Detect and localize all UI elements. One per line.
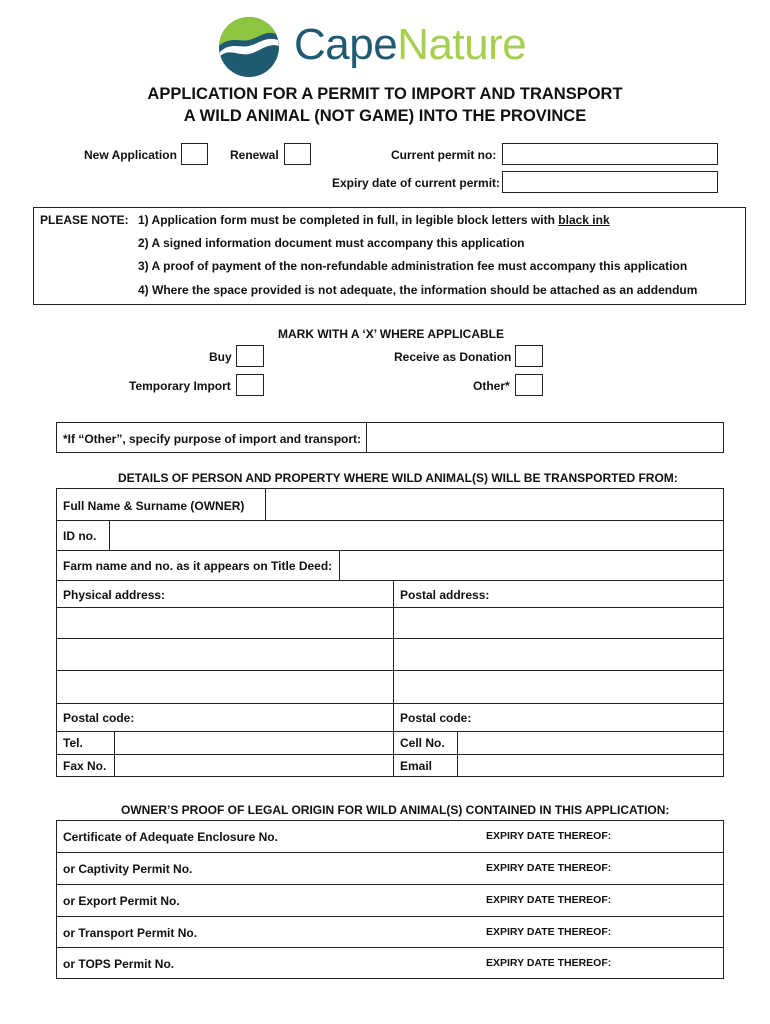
- origin-row-label: or Export Permit No.: [63, 894, 180, 908]
- renewal-checkbox[interactable]: [284, 143, 311, 165]
- postal-address-label: Postal address:: [400, 588, 490, 602]
- other-specify-label: *If “Other”, specify purpose of import and transport:: [63, 432, 362, 446]
- divider: [56, 884, 724, 885]
- origin-row-label: or TOPS Permit No.: [63, 957, 175, 971]
- other-checkbox[interactable]: [515, 374, 543, 396]
- note-item-1: [138, 213, 610, 227]
- cell-no-label: Cell No.: [400, 736, 445, 750]
- temporary-import-checkbox[interactable]: [236, 374, 264, 396]
- form-title-line2: A WILD ANIMAL (NOT GAME) INTO THE PROVINCE: [183, 107, 587, 125]
- postal-address-line-1[interactable]: [394, 608, 723, 638]
- origin-row-expiry-label: EXPIRY DATE THEREOF:: [486, 830, 612, 842]
- donation-checkbox[interactable]: [515, 345, 543, 367]
- divider: [56, 703, 724, 704]
- cell-no-input[interactable]: [458, 732, 723, 754]
- divider: [56, 852, 724, 853]
- fax-no-input[interactable]: [115, 755, 393, 776]
- capenature-logo: [218, 16, 568, 78]
- details-heading: DETAILS OF PERSON AND PROPERTY WHERE WILD ANIMAL(S) WILL BE TRANSPORTED FROM:: [118, 471, 678, 485]
- note-item-4: 4) Where the space provided is not adequate, the information should be attached as an addendum: [138, 283, 698, 297]
- divider: [56, 947, 724, 948]
- owner-full-name-label: Full Name & Surname (OWNER): [63, 499, 245, 513]
- buy-checkbox[interactable]: [236, 345, 264, 367]
- other-label: Other*: [473, 379, 510, 393]
- physical-address-line-3[interactable]: [57, 671, 393, 703]
- farm-name-label: Farm name and no. as it appears on Title Deed:: [63, 559, 333, 573]
- email-input[interactable]: [458, 755, 723, 776]
- new-application-checkbox[interactable]: [181, 143, 208, 165]
- form-title-line1: APPLICATION FOR A PERMIT TO IMPORT AND TRANSPORT: [147, 85, 623, 103]
- tel-label: Tel.: [63, 736, 83, 750]
- origin-row-expiry-label: EXPIRY DATE THEREOF:: [486, 862, 612, 874]
- please-note-label: PLEASE NOTE:: [40, 213, 129, 227]
- note-item-1-underline: black ink: [558, 213, 610, 227]
- tel-input[interactable]: [115, 732, 393, 754]
- note-item-3: 3) A proof of payment of the non-refundable administration fee must accompany this application: [138, 259, 688, 273]
- divider: [56, 916, 724, 917]
- expiry-current-permit-label: Expiry date of current permit:: [332, 176, 501, 190]
- note-item-2: 2) A signed information document must accompany this application: [138, 236, 525, 250]
- note-item-1-text: 1) Application form must be completed in full, in legible block letters with: [138, 213, 559, 227]
- new-application-label: New Application: [84, 148, 177, 162]
- email-label: Email: [400, 759, 433, 773]
- physical-address-line-1[interactable]: [57, 608, 393, 638]
- expiry-current-permit-input[interactable]: [502, 171, 718, 193]
- origin-row-expiry-label: EXPIRY DATE THEREOF:: [486, 957, 612, 969]
- temporary-import-label: Temporary Import: [129, 379, 231, 393]
- postal-code-right-label: Postal code:: [400, 711, 472, 725]
- postal-address-line-2[interactable]: [394, 639, 723, 670]
- id-no-label: ID no.: [63, 529, 97, 543]
- fax-no-label: Fax No.: [63, 759, 107, 773]
- divider: [56, 580, 724, 581]
- buy-label: Buy: [209, 350, 232, 364]
- capenature-logo-text: [294, 20, 526, 70]
- renewal-label: Renewal: [230, 148, 279, 162]
- origin-row-label: or Transport Permit No.: [63, 926, 198, 940]
- origin-heading: OWNER’S PROOF OF LEGAL ORIGIN FOR WILD ANIMAL(S) CONTAINED IN THIS APPLICATION:: [121, 803, 670, 817]
- logo-text-nature: Nature: [397, 20, 527, 69]
- origin-row-label: or Captivity Permit No.: [63, 862, 193, 876]
- current-permit-label: Current permit no:: [391, 148, 497, 162]
- current-permit-input[interactable]: [502, 143, 718, 165]
- id-no-input[interactable]: [110, 521, 723, 550]
- postal-address-line-3[interactable]: [394, 671, 723, 703]
- logo-text-cape: Cape: [294, 20, 398, 69]
- physical-address-label: Physical address:: [63, 588, 166, 602]
- physical-address-line-2[interactable]: [57, 639, 393, 670]
- farm-name-input[interactable]: [340, 551, 723, 580]
- mark-heading: MARK WITH A ‘X’ WHERE APPLICABLE: [278, 327, 504, 341]
- capenature-logo-mark-icon: [218, 16, 280, 78]
- origin-row-expiry-label: EXPIRY DATE THEREOF:: [486, 894, 612, 906]
- owner-full-name-input[interactable]: [266, 489, 723, 520]
- origin-row-label: Certificate of Adequate Enclosure No.: [63, 830, 278, 844]
- other-specify-input[interactable]: [367, 423, 723, 452]
- origin-row-expiry-label: EXPIRY DATE THEREOF:: [486, 926, 612, 938]
- postal-code-left-label: Postal code:: [63, 711, 135, 725]
- donation-label: Receive as Donation: [394, 350, 512, 364]
